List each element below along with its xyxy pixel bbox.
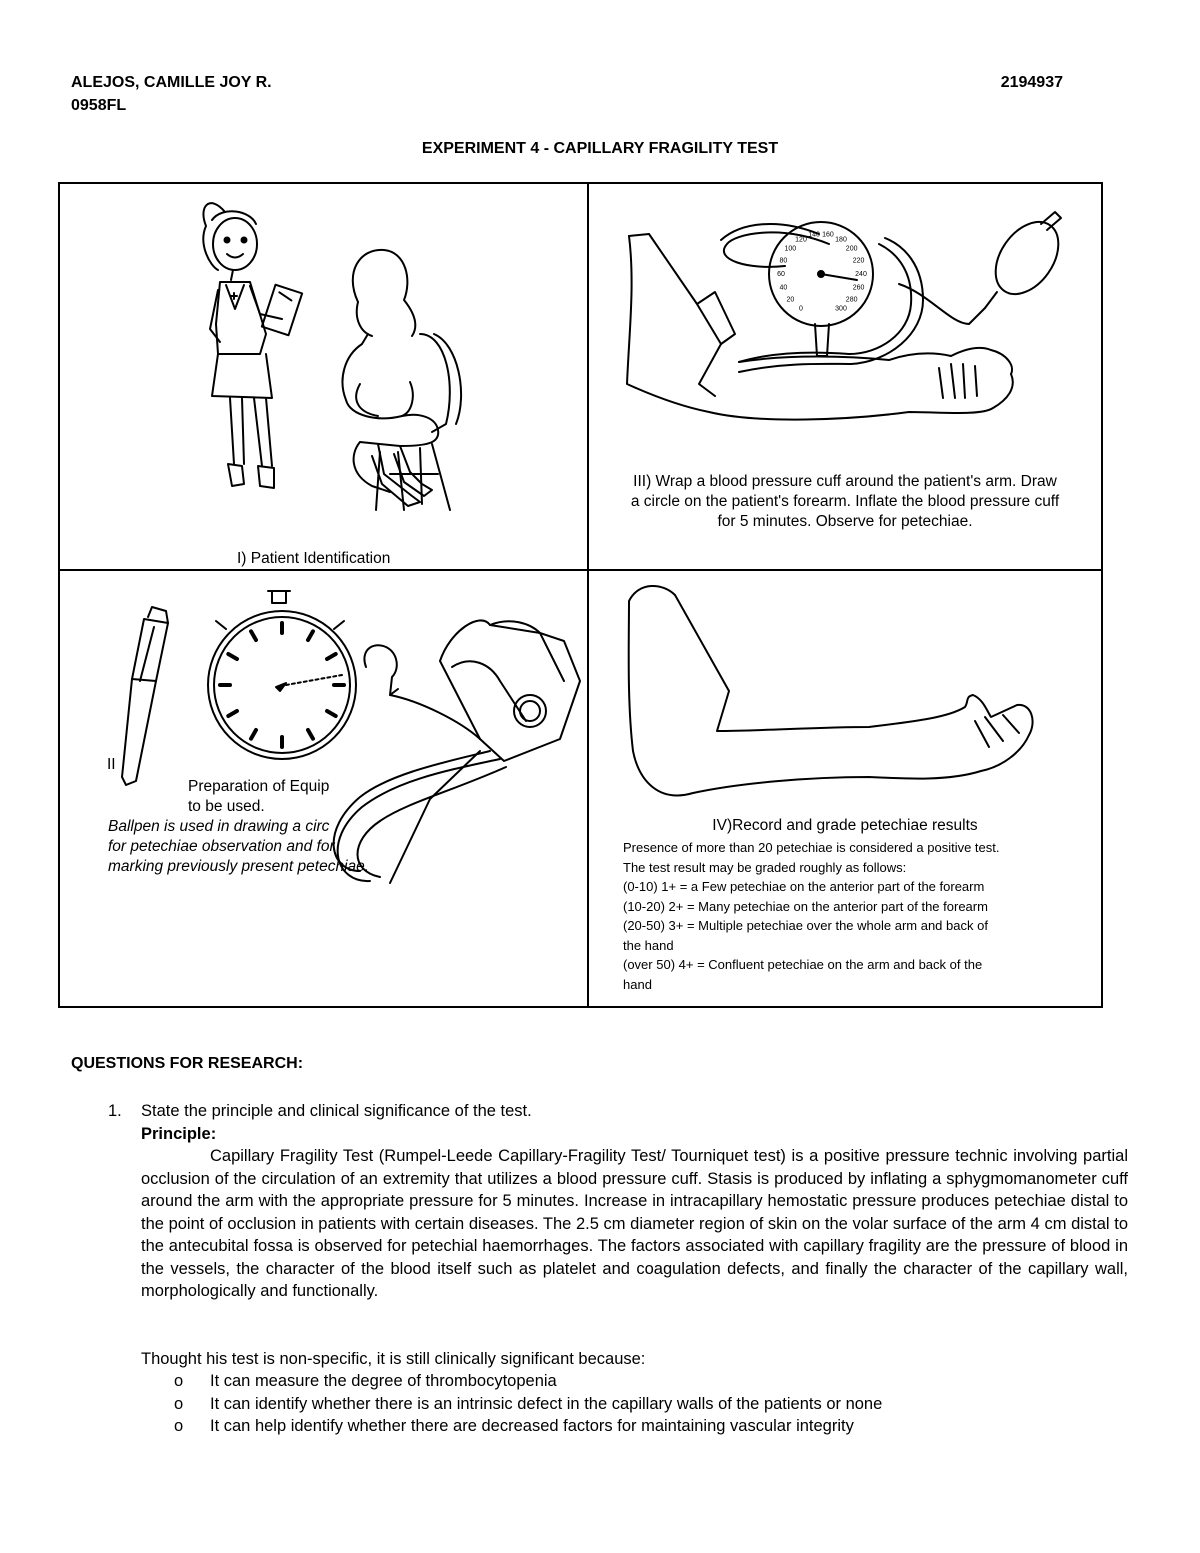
principle-label: Principle:: [141, 1124, 217, 1143]
gauge-label: 100: [784, 245, 797, 253]
stopwatch-icon: [208, 591, 356, 759]
list-item: o It can identify whether there is an intrinsic defect in the capillary walls of the patients or none: [174, 1393, 1128, 1416]
gauge-label: 80: [779, 257, 788, 265]
grade-1: (0-10) 1+ = a Few petechiae on the anterior part of the forearm: [623, 879, 985, 894]
gauge-label: 200: [845, 245, 858, 253]
gauge-label: 160: [822, 231, 834, 239]
principle-text: Capillary Fragility Test (Rumpel-Leede Capillary-Fragility Test/ Tourniquet test) is a positive pressure technic involving partial occlusion of the circulation of an extremity that utilizes a blood pressure cuff. Stasis is produced by inflating a sphygmomanometer cuff around the arm with the appropriate pressure for 5 minutes. Increase in intracapillary hemostatic pressure produces petechiae distal to the point of occlusion in patients with certain diseases. The 2.5 cm diameter region of skin on the volar surface of the arm 4 cm distal to the antecubital fossa is observed for petechial haemorrhages. The factors associated with capillary fragility are the pressure of blood in the vessels, the character of the blood itself such as platelet and coagulation defects, and finally the character of the capillary wall, morphologically and functionally.: [141, 1147, 1128, 1300]
tick-mark: [327, 711, 336, 716]
grade-4-cont: hand: [623, 976, 652, 992]
tick-mark: [308, 631, 313, 640]
questions-heading: QUESTIONS FOR RESEARCH:: [71, 1055, 304, 1072]
grading-scale: [623, 838, 1093, 994]
question-1: [108, 1100, 1128, 1438]
step-3-caption: III) Wrap a blood pressure cuff around the patient's arm. Draw a circle on the patient's forearm. Inflate the blood pressure cuff for 5 minutes. Observe for petechiae.: [630, 473, 1060, 530]
gauge-label: 120: [795, 236, 807, 244]
significance-list: [174, 1370, 1128, 1438]
student-name: ALEJOS, CAMILLE JOY R.: [71, 74, 272, 91]
sphygmomanometer-icon: [334, 620, 580, 883]
section-code: 0958FL: [71, 97, 127, 114]
gauge-label: 300: [835, 305, 847, 313]
grade-2: (10-20) 2+ = Many petechiae on the anterior part of the forearm: [623, 898, 988, 914]
nurse-and-patient-illustration: [60, 184, 587, 569]
grade-3-cont: the hand: [623, 937, 674, 953]
page-title: EXPERIMENT 4 - CAPILLARY FRAGILITY TEST: [421, 140, 779, 157]
question-prompt: State the principle and clinical significance of the test.: [141, 1102, 532, 1120]
nurse-figure: [203, 203, 302, 488]
gauge-label: 220: [852, 257, 865, 265]
tick-mark: [228, 654, 237, 659]
step-2-note: Ballpen is used in drawing a circ for petechiae observation and for marking previously present petechiae.: [108, 818, 370, 875]
gauge-label: 20: [786, 296, 795, 304]
list-item: o It can measure the degree of thrombocytopenia: [174, 1370, 1128, 1393]
gauge-label: 0: [799, 305, 803, 313]
step-preparation-of-equipment: [60, 571, 587, 1006]
grading-intro-2: The test result may be graded roughly as follows:: [623, 859, 907, 875]
gauge-label: 280: [845, 296, 858, 304]
step-4-caption: IV)Record and grade petechiae results: [712, 817, 978, 834]
grade-3: (20-50) 3+ = Multiple petechiae over the whole arm and back of: [623, 918, 988, 933]
grade-4: (over 50) 4+ = Confluent petechiae on the arm and back of the: [623, 957, 983, 972]
step-1-caption: I) Patient Identification: [237, 550, 391, 567]
tick-mark: [228, 711, 237, 716]
question-number: 1.: [108, 1102, 122, 1120]
gauge-label: 140: [808, 231, 820, 239]
significance-intro: Thought his test is non-specific, it is still clinically significant because:: [141, 1349, 646, 1368]
step-2-label: II: [107, 756, 116, 773]
tick-mark: [251, 730, 256, 739]
tick-mark: [308, 730, 313, 739]
gauge-label: 260: [852, 284, 865, 292]
step-2-caption: Preparation of Equip to be used.: [188, 778, 330, 815]
step-record-and-grade: [589, 571, 1101, 1006]
step-apply-pressure-cuff: [589, 184, 1101, 569]
gauge-label: 60: [777, 271, 785, 278]
student-id: 2194937: [1000, 74, 1063, 91]
gauge-label: 180: [835, 236, 847, 244]
tick-mark: [327, 654, 336, 659]
patient-figure: [343, 250, 462, 510]
list-item: o It can help identify whether there are decreased factors for maintaining vascular integrity: [174, 1415, 1128, 1438]
procedure-grid: [58, 182, 1103, 1008]
grading-intro-1: Presence of more than 20 petechiae is considered a positive test.: [623, 840, 1000, 855]
gauge-label: 240: [855, 271, 867, 278]
ballpen-icon: [122, 607, 168, 785]
step-patient-identification: [60, 184, 587, 569]
tick-mark: [251, 631, 256, 640]
gauge-label: 40: [779, 284, 788, 292]
